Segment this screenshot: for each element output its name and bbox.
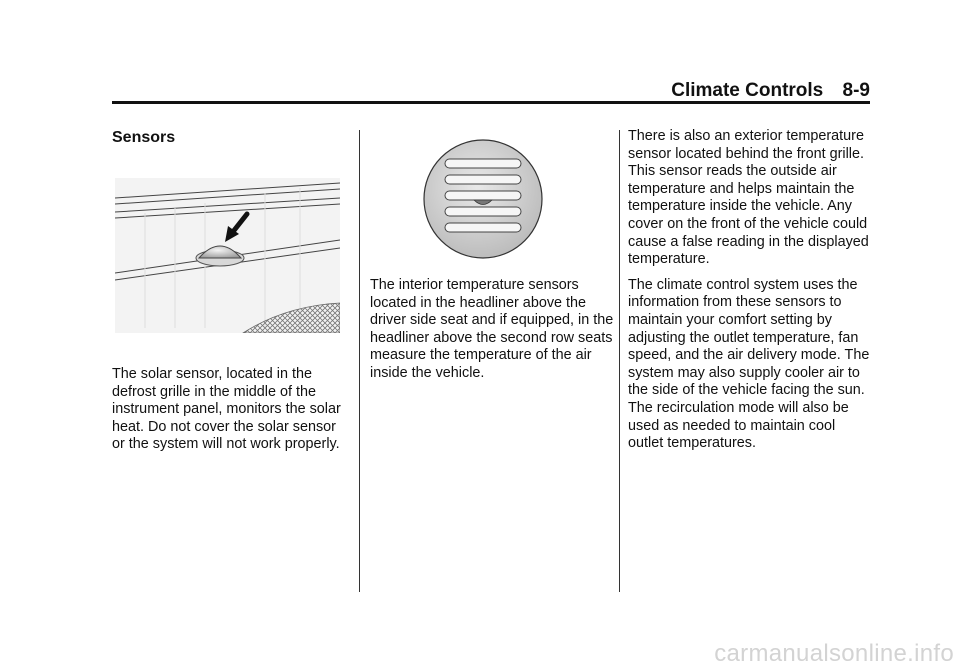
interior-sensor-illustration <box>422 133 544 265</box>
solar-sensor-paragraph: The solar sensor, located in the defrost grille in the middle of the instrument panel, monitors the solar heat. Do not cover the solar sensor or the system will not work properly. <box>112 366 341 453</box>
interior-sensor-paragraph: The interior temperature sensors located in the headliner above the driver side seat and if equipped, in the headliner above the second row seats measure the temperature of the air inside the vehicle. <box>370 277 614 381</box>
right-column-text <box>628 128 873 461</box>
watermark: carmanualsonline.info <box>714 640 954 667</box>
header-rule <box>112 101 870 104</box>
solar-sensor-illustration <box>115 178 340 333</box>
column-divider-1 <box>359 130 360 592</box>
climate-system-paragraph: The climate control system uses the information from these sensors to maintain your comfort setting by adjusting the outlet temperature, fan speed, and the air delivery mode. The system may also supply cooler air to the side of the vehicle facing the sun. The recirculation mode will also be used as needed to maintain cool outlet temperatures. <box>628 276 870 452</box>
column-divider-2 <box>619 130 620 592</box>
section-heading: Sensors <box>112 129 176 146</box>
section-title: Climate Controls <box>671 80 824 101</box>
running-header <box>671 80 870 102</box>
left-column-text <box>112 366 352 462</box>
exterior-sensor-paragraph: There is also an exterior temperature sensor located behind the front grille. This sensor reads the outside air temperature and helps maintain the temperature inside the vehicle. Any cover on the front of the vehicle could cause a false reading in the displayed temperature. <box>628 128 869 268</box>
page-number: 8-9 <box>842 80 870 101</box>
middle-column-text <box>370 277 615 391</box>
